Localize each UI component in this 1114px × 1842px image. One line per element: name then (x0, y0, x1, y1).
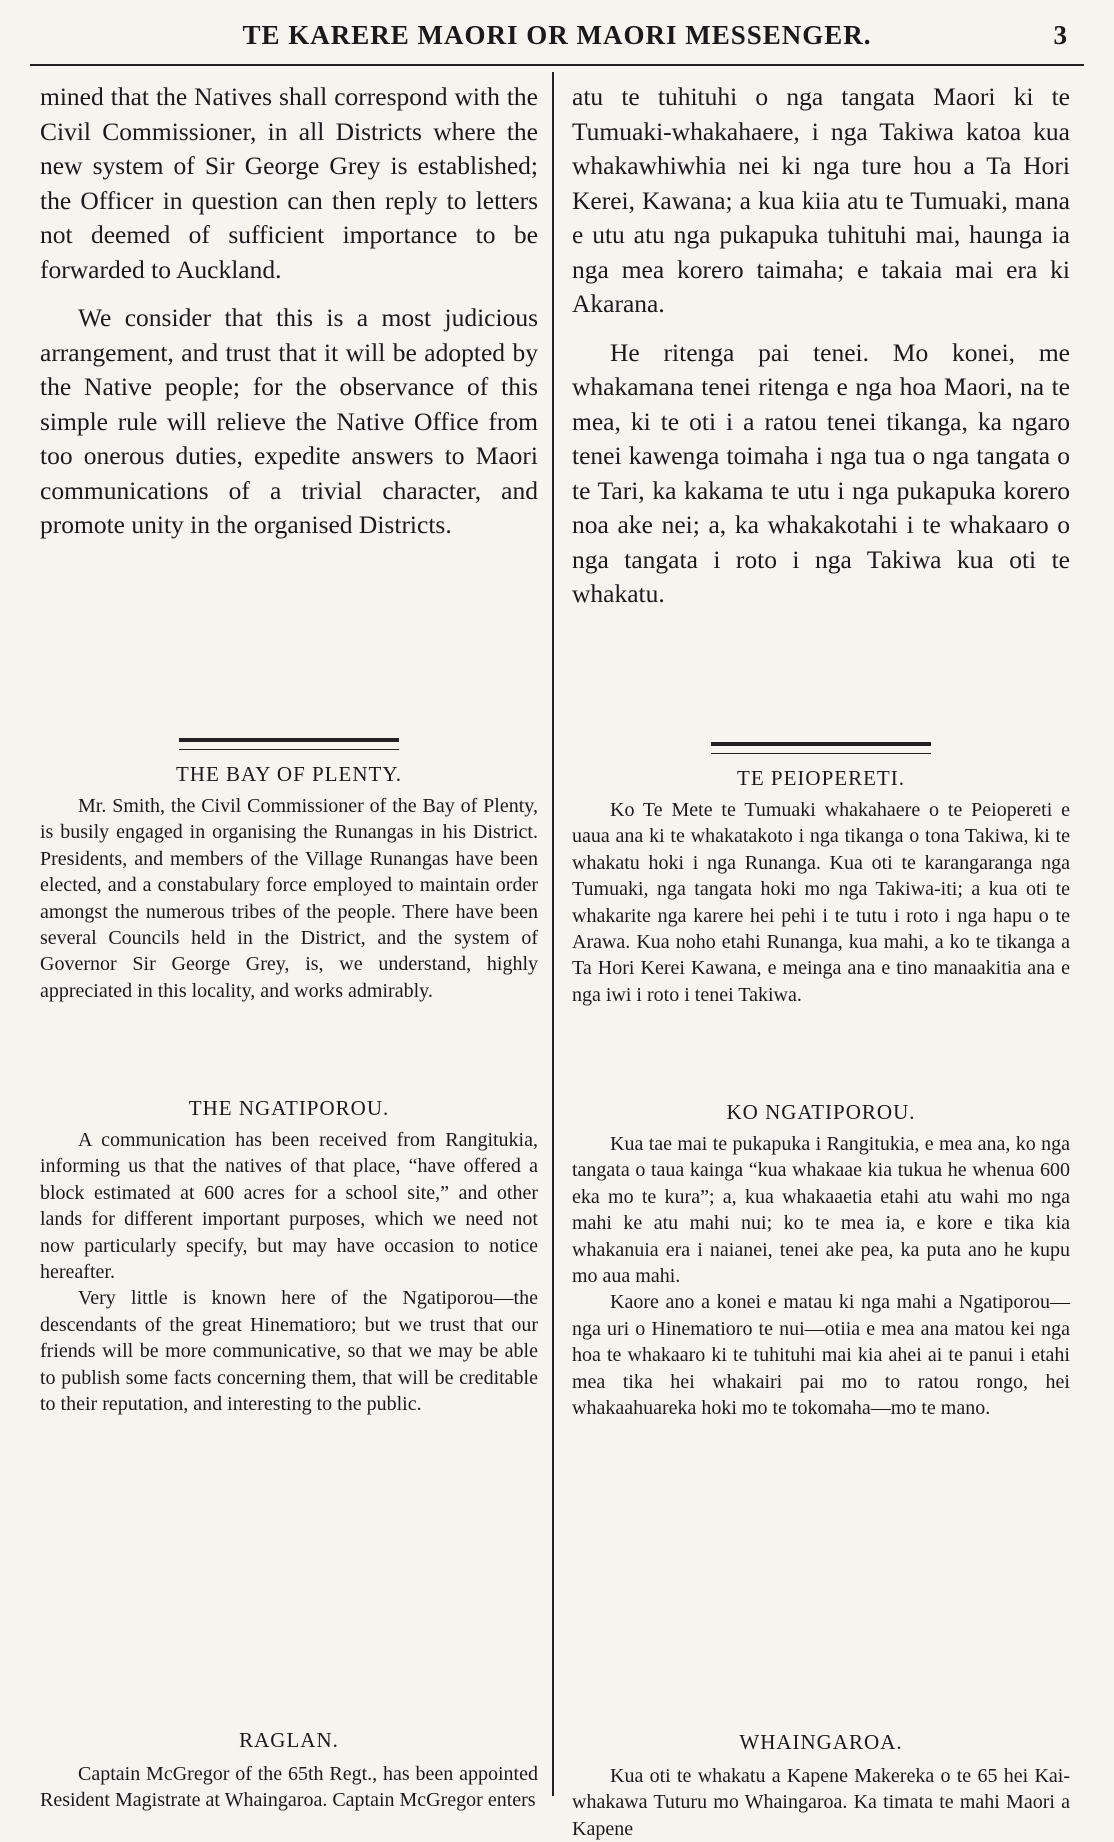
section-heading: WHAINGAROA. (739, 1730, 903, 1754)
raglan-section (40, 1728, 538, 1814)
section-body: Ko Te Mete te Tumuaki whakahaere o te Peiopereti e uaua ana ki te whakatakoto i nga tikanga o tona Takiwa, ki te whakatu hoki i nga Runanga. Kua oti te karangaranga nga Tumuaki, nga tangata hoki mo nga Takiwa-iti; a kua oti te whakarite nga karere hei pehi i te tutu i roto i nga hapu o te Arawa. Kua noho etahi Runanga, kua mahi, a ko te tikanga a Ta Hori Kerei Kawana, e meinga ana e tino manaakitia ana e nga iwi i roto i tenei Takiwa. (572, 799, 1070, 1006)
section-separator (711, 742, 931, 754)
whaingaroa-section (572, 1730, 1070, 1842)
page-header (0, 20, 1114, 60)
article-paragraph: We consider that this is a most judicious arrangement, and trust that it will be adopted by the Native people; for the observance of this simple rule will relieve the Native Office from too onerous duties, expedite answers to Maori communications of a trivial character, and promote unity in the organised Districts. (40, 303, 538, 539)
page-number: 3 (1053, 20, 1068, 50)
section-body: Kua tae mai te pukapuka i Rangitukia, e mea ana, ko nga tangata o taua kainga “kua whakaae kia tukua he whenua 600 eka mo te kura”; a, kua whakaaetia etahi atu wahi mo nga mahi ke atu mahi nui; ko te mea ia, e kore e tika kia whakanuia era i naianei, tenei ake pea, ka puta ano he kupu mo aua mahi. (572, 1133, 1070, 1288)
section-heading: RAGLAN. (239, 1728, 339, 1752)
header-rule (30, 64, 1084, 66)
ngatiporou-section (40, 1096, 538, 1417)
article-paragraph: mined that the Natives shall correspond with the Civil Commissioner, in all Districts where the new system of Sir George Grey is established; the Officer in question can then reply to letters not deemed of sufficient importance to be forwarded to Auckland. (40, 82, 538, 284)
section-body: A communication has been received from Rangitukia, informing us that the natives of that place, “have offered a block estimated at 600 acres for a school site,” and other lands for different important purposes, which we need not now particularly specify, but may have occasion to notice hereafter. (40, 1129, 538, 1284)
section-heading: TE PEIOPERETI. (737, 766, 905, 790)
ko-ngatiporou-section (572, 1100, 1070, 1421)
section-body: Mr. Smith, the Civil Commissioner of the Bay of Plenty, is busily engaged in organising the Runangas in his District. Presidents, and members of the Village Runangas have been elected, and a constabulary force employed to maintain order amongst the numerous tribes of the people. There have been several Councils held in the District, and the system of Governor Sir George Grey, is, we understand, highly appreciated in this locality, and works admirably. (40, 795, 538, 1002)
article-paragraph: He ritenga pai tenei. Mo konei, me whakamana tenei ritenga e nga hoa Maori, na te mea, ki te oti i a ratou tenei tikanga, ka ngaro tenei kawenga toimaha i nga tua o nga tangata o te Tari, ka kakama te utu i nga pukapuka korero noa ake nei; a, ka whakakotahi i te whakaaro o nga tangata i roto i nga Takiwa kua oti te whakatu. (572, 337, 1070, 608)
section-heading: THE NGATIPOROU. (188, 1096, 390, 1120)
article-paragraph: atu te tuhituhi o nga tangata Maori ki te Tumuaki-whakahaere, i nga Takiwa katoa kua whakawhiwhia nei ki nga ture hou a Ta Hori Kerei, Kawana; a kua kiia atu te Tumuaki, mana e utu atu nga pukapuka tuhituhi mai, haunga ia nga mea korero taimaha; e takaia mai era ki Akarana. (572, 82, 1070, 318)
section-separator (179, 738, 399, 750)
section-body: Very little is known here of the Ngatiporou—the descendants of the great Hinematioro; but we trust that our friends will be more communicative, so that we may be able to publish some facts concerning them, that will be creditable to their reputation, and interesting to the public. (40, 1287, 538, 1416)
column-divider (552, 72, 554, 1796)
section-heading: KO NGATIPOROU. (726, 1100, 916, 1124)
section-body: Kua oti te whakatu a Kapene Makereka o te 65 hei Kai-whakawa Tuturu mo Whaingaroa. Ka timata te mahi Maori a Kapene (572, 1765, 1070, 1840)
te-peiopereti-section (572, 742, 1070, 1008)
section-body: Captain McGregor of the 65th Regt., has been appointed Resident Magistrate at Whaingaroa. Captain McGregor enters (40, 1763, 538, 1812)
masthead-title: TE KARERE MAORI OR MAORI MESSENGER. (242, 20, 872, 50)
bay-of-plenty-section (40, 738, 538, 1004)
section-heading: THE BAY OF PLENTY. (175, 762, 403, 786)
section-body: Kaore ano a konei e matau ki nga mahi a Ngatiporou—nga uri o Hinematioro te nui—otiia e mea ana matou kei nga hoa te whakaaro ki te tuhituhi mai kia ahei ai te panui i etahi mea tika hei whakairi pai mo to ratou rongo, hei whakaahuareka hoki mo te tokomaha—mo te mano. (572, 1291, 1070, 1420)
